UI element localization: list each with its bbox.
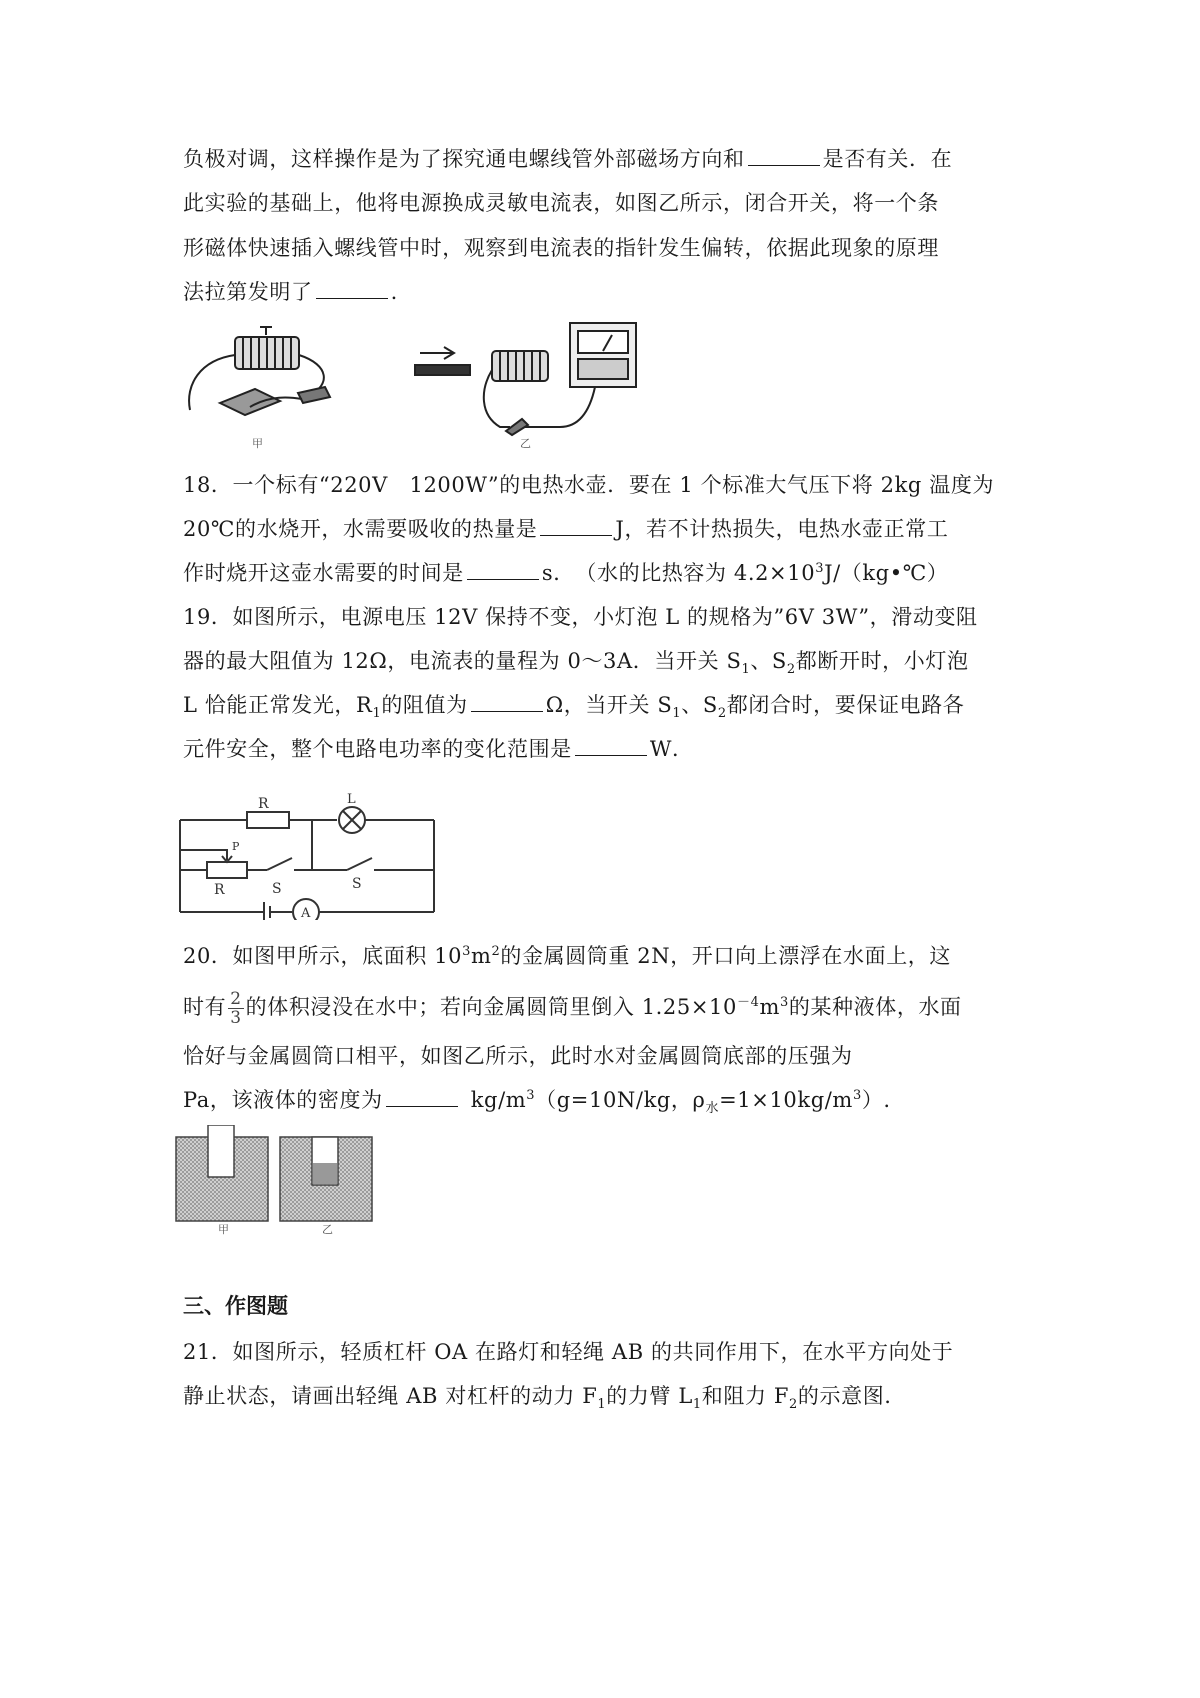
label-s2: S [352, 876, 362, 892]
label-r1: R [258, 796, 269, 812]
p17-line-1: 负极对调，这样操作是为了探究通电螺线管外部磁场方向和 是否有关．在 [183, 147, 953, 171]
label-s1: S [272, 881, 282, 897]
p20-line-3: 恰好与金属圆筒口相平，如图乙所示，此时水对金属圆筒底部的压强为 [183, 1044, 853, 1068]
label-r2: R [214, 882, 225, 898]
p20-line-4: Pa，该液体的密度为 $kg/m^3(g=10N/kg$，$\rho_水=1\times 10kg/m^3$）. [183, 1088, 891, 1117]
figure-caption: 乙 [322, 1223, 333, 1236]
p20-line-2: 时有 $\frac{2}{3}$ 的体积浸没在水中；若向金属圆筒里倒入 $1.25\times 10^{-4}m^3$的某种液体，水面 [183, 989, 962, 1028]
resistor-r1 [247, 812, 289, 828]
p17-line-4: 法拉第发明了 . [183, 280, 398, 304]
section-heading: 三、作图题 [183, 1293, 288, 1318]
p19-line-2: 器的最大阻值为 12Ω，电流表的量程为 0～3A．当开关 $S_1$、$S_2$都断开时，小灯泡 [183, 649, 969, 678]
figure-yi-beaker [280, 1137, 372, 1221]
switch-s1 [267, 858, 292, 870]
p17-line-2: 此实验的基础上，他将电源换成灵敏电流表，如图乙所示，闭合开关，将一个条 [183, 191, 939, 215]
label-a: A [301, 906, 311, 920]
figure-caption: 乙 [520, 437, 531, 450]
answer-blank[interactable] [748, 147, 820, 166]
p18-line-3: 作时烧开这壶水需要的时间是 s． （水的比热容为 $4.2\times 10^3J/(kg•℃)$ [183, 561, 949, 585]
figure-caption: 甲 [218, 1223, 229, 1236]
rheostat-r2 [207, 862, 247, 878]
answer-blank[interactable] [575, 737, 647, 756]
p18-line-1: 18．一个标有“220V 1200W”的电热水壶．要在 1 个标准大气压下将 2kg 温度为 [183, 473, 995, 497]
label-p: P [232, 840, 240, 853]
label-l: L [347, 792, 356, 807]
figure-jia-solenoid [189, 327, 330, 415]
cylinder-figure [172, 1125, 412, 1237]
p19-line-3: L 恰能正常发光，$R_1$的阻值为 Ω，当开关 $S_1$、$S_2$都闭合时，要保证电路各 [183, 693, 965, 722]
p19-line-1: 19．如图所示，电源电压 12V 保持不变，小灯泡 L 的规格为”6V 3W”，滑动变阻 [183, 605, 978, 629]
figure-yi-solenoid-meter [415, 323, 636, 435]
circuit-figure [172, 790, 442, 920]
p21-line-1: 21．如图所示，轻质杠杆 OA 在路灯和轻绳 AB 的共同作用下，在水平方向处于 [183, 1340, 954, 1364]
answer-blank[interactable] [467, 561, 539, 580]
figure-caption: 甲 [252, 437, 263, 450]
fraction: $\frac{2}{3}$ [230, 989, 242, 1028]
solenoid-figure [180, 315, 650, 455]
answer-blank[interactable] [316, 280, 388, 299]
p21-line-2: 静止状态，请画出轻绳 AB 对杠杆的动力 $F_1$的力臂 $L_1$和阻力 $F_2$的示意图. [183, 1384, 892, 1413]
answer-blank[interactable] [471, 693, 543, 712]
answer-blank[interactable] [386, 1088, 458, 1107]
p18-line-2: 20℃的水烧开，水需要吸收的热量是 J，若不计热损失，电热水壶正常工 [183, 517, 949, 541]
p19-line-4: 元件安全，整个电路电功率的变化范围是 W． [183, 737, 694, 761]
p20-line-1: 20．如图甲所示，底面积 $10^3m^2$的金属圆筒重 2N，开口向上漂浮在水面上，这 [183, 944, 951, 968]
switch-s2 [347, 858, 372, 870]
p17-line-3: 形磁体快速插入螺线管中时，观察到电流表的指针发生偏转，依据此现象的原理 [183, 236, 939, 260]
answer-blank[interactable] [540, 517, 612, 536]
figure-jia-beaker [176, 1125, 268, 1221]
